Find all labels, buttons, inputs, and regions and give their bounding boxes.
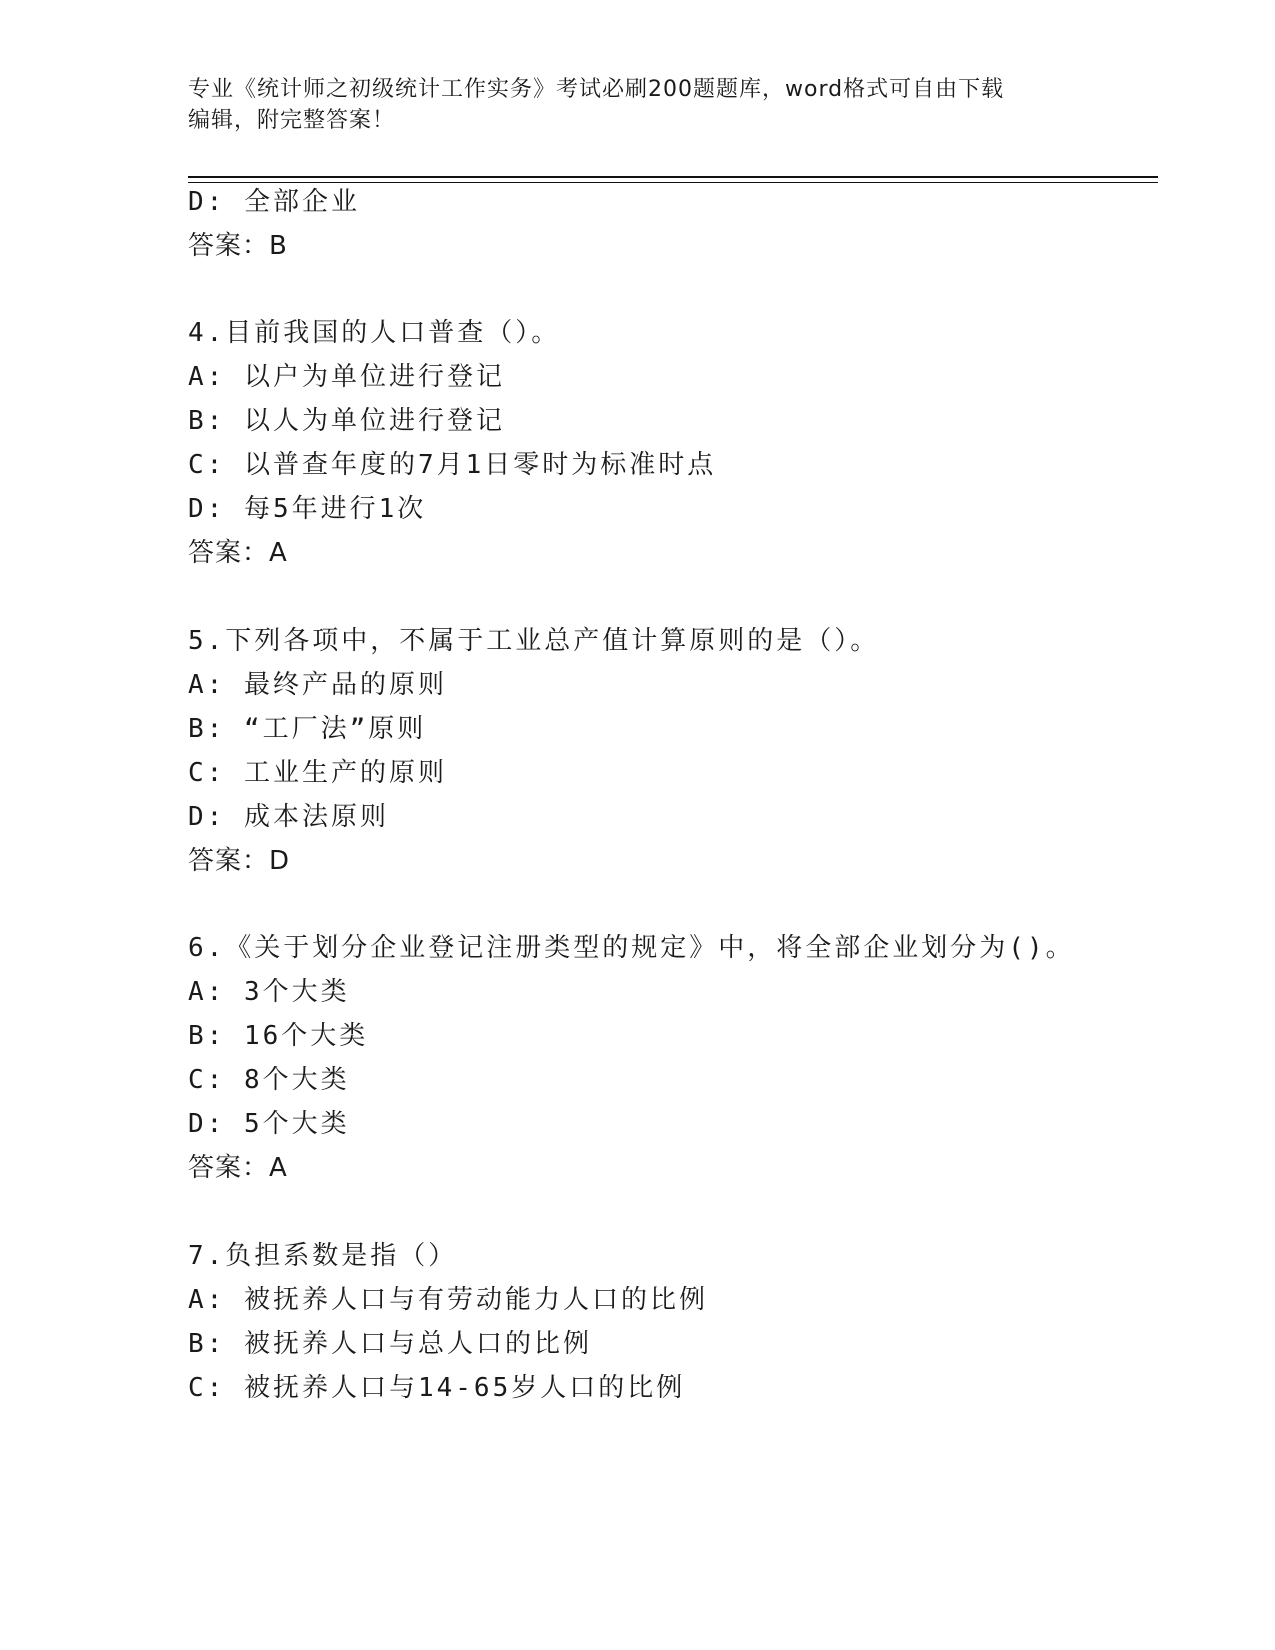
question-5-option-d: D: 成本法原则 [188,802,389,832]
question-4-answer: 答案：A [188,538,288,568]
question-5-stem: 5.下列各项中，不属于工业总产值计算原则的是（）。 [188,626,880,656]
question-7-option-c: C: 被抚养人口与14-65岁人口的比例 [188,1373,686,1403]
question-6-option-b: B: 16个大类 [188,1021,369,1051]
question-4-option-a: A: 以户为单位进行登记 [188,362,505,392]
question-5-option-c: C: 工业生产的原则 [188,758,447,788]
question-6-option-c: C: 8个大类 [188,1065,350,1095]
header-divider-thin [188,182,1158,183]
header-divider-thick [188,176,1158,178]
question-6-option-a: A: 3个大类 [188,977,350,1007]
question-5-option-a: A: 最终产品的原则 [188,670,447,700]
question-4-option-d: D: 每5年进行1次 [188,494,427,524]
question-4-option-b: B: 以人为单位进行登记 [188,406,505,436]
prev-option-d: D: 全部企业 [188,187,360,217]
question-6-answer: 答案：A [188,1153,288,1183]
question-6-stem: 6.《关于划分企业登记注册类型的规定》中，将全部企业划分为()。 [188,933,1075,963]
document-header [188,74,1088,136]
question-5-option-b: B: “工厂法”原则 [188,714,427,744]
prev-answer: 答案：B [188,231,288,261]
question-7-stem: 7.负担系数是指（） [188,1241,458,1271]
question-6-option-d: D: 5个大类 [188,1109,350,1139]
header-line-1: 专业《统计师之初级统计工作实务》考试必刷200题题库，word格式可自由下载 [188,77,1005,102]
question-7-option-b: B: 被抚养人口与总人口的比例 [188,1329,592,1359]
header-line-2: 编辑，附完整答案！ [188,108,396,133]
question-7-option-a: A: 被抚养人口与有劳动能力人口的比例 [188,1285,708,1315]
question-4-option-c: C: 以普查年度的7月1日零时为标准时点 [188,450,717,480]
question-4-stem: 4.目前我国的人口普查（）。 [188,318,561,348]
question-5-answer: 答案：D [188,846,291,876]
